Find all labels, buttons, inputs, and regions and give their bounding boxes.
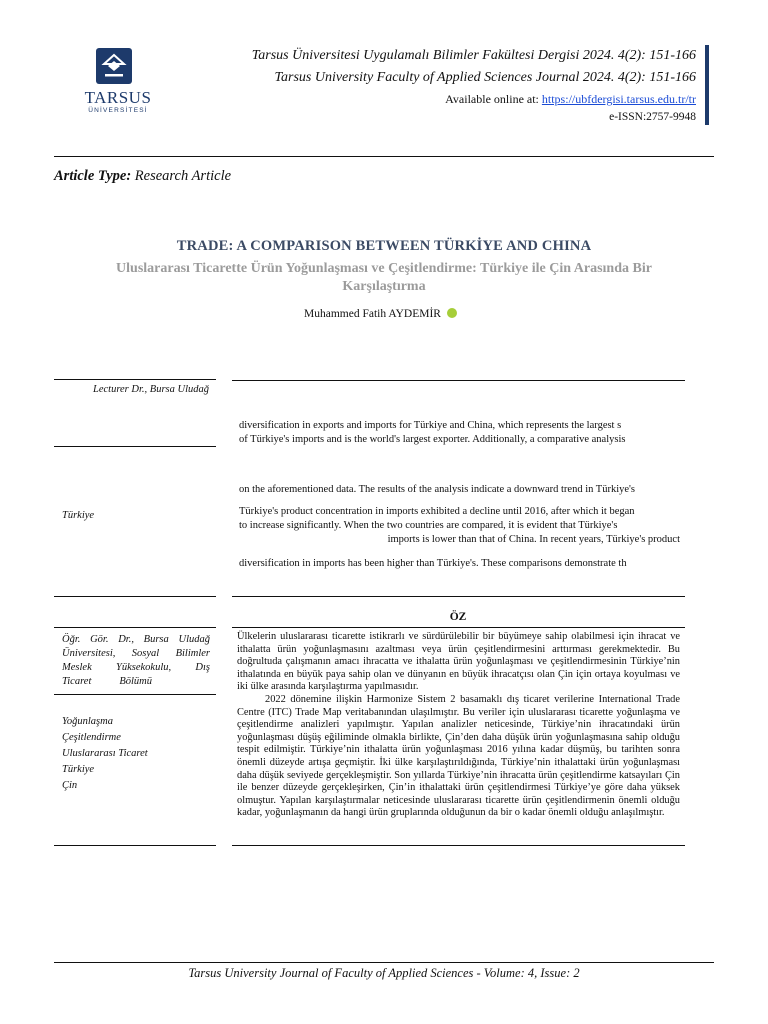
left-rule-5 — [54, 694, 216, 695]
paper-title: TRADE: A COMPARISON BETWEEN TÜRKİYE AND CHINA — [176, 238, 592, 254]
header-divider — [54, 156, 714, 157]
available-online — [445, 92, 696, 107]
left-rule-6 — [54, 845, 216, 846]
logo-name: TARSUS — [84, 88, 152, 107]
left-rule-2 — [54, 446, 216, 447]
left-rule-4 — [54, 627, 216, 628]
abstract-en-line: on the aforementioned data. The results of the analysis indicate a downward trend in Türkiye's — [239, 484, 636, 495]
keyword-tr: Çin — [62, 780, 78, 791]
page-footer: Tarsus University Journal of Faculty of Applied Sciences - Volume: 4, Issue: 2 — [188, 966, 580, 980]
article-type — [54, 168, 231, 185]
right-rule-2 — [232, 596, 685, 597]
journal-url-link[interactable]: https://ubfdergisi.tarsus.edu.tr/tr — [541, 92, 696, 106]
affiliation-tr — [62, 633, 210, 689]
logo-subtitle: ÜNİVERSİTESİ — [88, 107, 148, 114]
paper-subtitle: Uluslararası Ticarette Ürün Yoğunlaşması ve Çeşitlendirme: Türkiye ile Çin Arasında Bir Karşılaştırma — [116, 261, 652, 294]
header-accent-bar — [705, 45, 709, 125]
affiliation-tr-line: Üniversitesi, Sosyal Bilimler — [62, 648, 210, 659]
keywords-tr — [62, 714, 224, 794]
orcid-icon[interactable] — [447, 308, 457, 318]
oz-paragraph-1: Ülkelerin uluslararası ticarette istikrarlı ve sürdürülebilir bir büyümeye sahip olabilmesi için ihracat ve ithalatta ürün yoğunlaşmasını azaltması veya ürün çeşitlendirmesini arttırması gerekmektedir. Bu doğrultuda çalışmanın amacı ihracatta ve ithalatta ürün yoğunlaşması ve çeşitlendirmesinin Türkiye’nin ithalatında en büyük paya sahip olan ve dünyanın en büyük ihracatçısı olan Çin için ortaya koyulması ve iki ülke arasında karşılaştırma yapılmasıdır. — [237, 631, 680, 693]
abstract-en-line: to increase significantly. When the two countries are compared, it is evident that Türkiye's — [239, 520, 618, 531]
journal-title-en: Tarsus University Faculty of Applied Sciences Journal 2024. 4(2): 151-166 — [274, 70, 696, 85]
article-type-value: Research Article — [134, 168, 232, 184]
keyword-tr: Türkiye — [62, 764, 95, 775]
issn: e-ISSN:2757-9948 — [609, 111, 696, 123]
affiliation-tr-line: Ticaret Bölümü — [62, 676, 152, 687]
abstract-en-line: of Türkiye's imports and is the world's largest exporter. Additionally, a comparative analysis — [239, 434, 626, 445]
left-rule-1 — [54, 379, 216, 380]
affiliation-tr-line: Öğr. Gör. Dr., Bursa Uludağ — [62, 634, 210, 645]
author — [304, 308, 457, 320]
author-name: Muhammed Fatih AYDEMİR — [304, 308, 441, 320]
affiliation-en: Lecturer Dr., Bursa Uludağ — [93, 384, 209, 395]
keyword-tr: Çeşitlendirme — [62, 732, 121, 743]
keyword-tr: Yoğunlaşma — [62, 716, 113, 727]
abstract-en-line: imports is lower than that of China. In recent years, Türkiye's product — [387, 534, 680, 545]
tarsus-university-emblem-icon — [96, 48, 132, 84]
abstract-en-line: diversification in imports has been higher than Türkiye's. These comparisons demonstrate th — [239, 558, 627, 569]
abstract-en-line: diversification in exports and imports for Türkiye and China, which represents the largest s — [239, 420, 622, 431]
footer-divider — [54, 962, 714, 963]
article-type-label: Article Type: — [54, 168, 132, 184]
oz-paragraph-2: 2022 dönemine ilişkin Harmonize Sistem 2 basamaklı dış ticaret verilerine International Trade Centre (ITC) Trade Map veritabanından ulaşılmıştır. Bu veriler için uluslararası ticarette yoğunlaşma ve çeşitlendirme analizleri yapılmıştır. Yapılan analizler neticesinde, Türkiye’nin ihracatındaki ürün yoğunlaşması düşüş eğiliminde olmakla birlikte, Çin’den daha düşük ürün yoğunlaşmasına sahip olduğu tespit edilmiştir. Türkiye’nin ithalatta ürün yoğunlaşması 2016 yılına kadar düşmüş, bu tarihten sonra önemli düzeyde artışa geçmiştir. İki ülke karşılaştırıldığında, Türkiye’nin ithalattaki ürün yoğunlaşması daha düşük seviyede gerçekleşmiştir. Son yıllarda Türkiye’nin ihracatta ürün çeşitlendirme katsayıları Çin ile benzer düzeyde gerçekleşirken, Çin’in ithalattaki ürün çeşitlendirmesi Türkiye’ye göre daha yüksek olmuştur. Yapılan karşılaştırmalar neticesinde uluslararası ticarette ürün çeşitlendirmenin önemli olduğu kadar, yoğunlaşmanın da hangi ürün gruplarında olduğunun da bir o kadar önemli olduğu anlaşılmıştır. — [237, 693, 680, 819]
available-label: Available online at: — [445, 92, 539, 106]
keyword-en: Türkiye — [62, 510, 95, 521]
right-rule-4 — [232, 845, 685, 846]
keyword-tr: Uluslararası Ticaret — [62, 748, 148, 759]
oz-body — [237, 631, 680, 820]
university-logo — [78, 48, 158, 118]
oz-heading: ÖZ — [449, 611, 467, 623]
abstract-en-line: Türkiye's product concentration in imports exhibited a decline until 2016, after which it began — [239, 506, 635, 517]
affiliation-tr-line: Meslek Yüksekokulu, Dış — [62, 662, 210, 673]
left-rule-3 — [54, 596, 216, 597]
right-rule-1 — [232, 380, 685, 381]
right-rule-3 — [232, 627, 685, 628]
journal-title-tr: Tarsus Üniversitesi Uygulamalı Bilimler Fakültesi Dergisi 2024. 4(2): 151-166 — [251, 48, 696, 63]
